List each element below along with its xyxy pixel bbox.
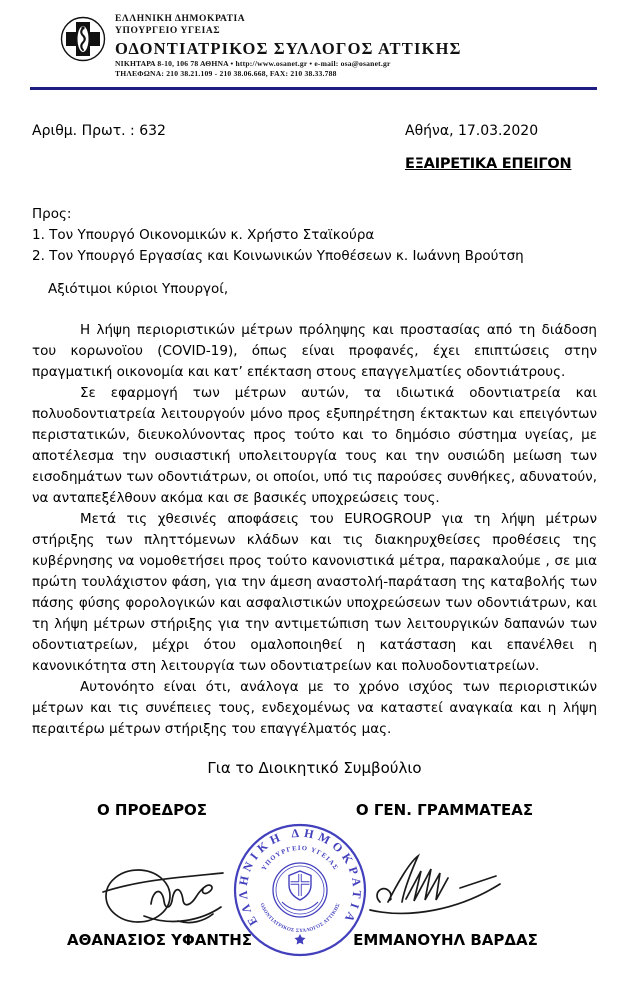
stamp-star-icon <box>295 934 306 945</box>
body-paragraph: Σε εφαρμογή των μέτρων αυτών, τα ιδιωτικά οδοντιατρεία και πολυοδοντιατρεία λειτουργούν μόνο προς εξυπηρέτηση έκτακτων και επειγόντων περιστατικών, διευκολύνοντας προς τούτο και το δημόσιο σύστημα υγείας, με αποτέλεσμα την ουσιαστική υπολειτουργία τους και την ουσιώδη μείωση των εισοδημάτων των οδοντιάτρων, οι οποίοι, υπό τις παρούσες συνθήκες, αδυνατούν, να ανταπεξέλθουν ακόμα και σε βασικές υποχρεώσεις τους. <box>32 385 597 506</box>
svg-text:ΥΠΟΥΡΓΕΙΟ ΥΓΕΙΑΣ <box>261 845 340 872</box>
recipient-item: 2. Τον Υπουργό Εργασίας και Κοινωνικών Υποθέσεων κ. Ιωάννη Βρούτση <box>32 248 524 264</box>
secretary-name: ΕΜΜΑΝΟΥΗΛ ΒΑΡΔΑΣ <box>353 931 538 949</box>
greek-coat-of-arms-icon <box>282 871 318 910</box>
board-line: Για το Διοικητικό Συμβούλιο <box>207 759 422 777</box>
protocol-number: Αριθμ. Πρωτ. : 632 <box>32 123 166 139</box>
letterhead-ministry: ΥΠΟΥΡΓΕΙΟ ΥΓΕΙΑΣ <box>115 25 221 36</box>
recipients-block <box>32 204 597 267</box>
president-name: ΑΘΑΝΑΣΙΟΣ ΥΦΑΝΤΗΣ <box>67 931 252 949</box>
stamp-outer-text: ΕΛΛΗΝΙΚΗ ΔΗΜΟΚΡΑΤΙΑ <box>235 825 365 929</box>
secretary-role-label: Ο ΓΕΝ. ΓΡΑΜΜΑΤΕΑΣ <box>355 801 534 819</box>
president-signature <box>94 848 239 942</box>
letterhead-phones: ΤΗΛΕΦΩΝΑ: 210 38.21.109 - 210 38.06.668, FAX: 210 38.33.788 <box>115 68 337 78</box>
recipients-label: Προς: <box>32 206 72 222</box>
salutation: Αξιότιμοι κύριοι Υπουργοί, <box>48 281 229 297</box>
dental-association-logo-icon <box>60 16 106 66</box>
header-divider <box>30 87 597 90</box>
urgency-label: ΕΞΑΙΡΕΤΙΚΑ ΕΠΕΙΓΟΝ <box>405 156 572 172</box>
letterhead-state: ΕΛΛΗΝΙΚΗ ΔΗΜΟΚΡΑΤΙΑ <box>115 14 246 24</box>
body-paragraph: Η λήψη περιοριστικών μέτρων πρόληψης και προστασίας από τη διάδοση του κορωνοϊου (COVID-19), όπως είναι προφανές, έχει επιπτώσεις στην πραγματική οικονομία και κατ’ επέκταση στους επαγγελματίες οδοντιάτρους. <box>32 322 597 380</box>
stamp-inner-top-text: ΥΠΟΥΡΓΕΙΟ ΥΓΕΙΑΣ <box>260 844 340 872</box>
place-date: Αθήνα, 17.03.2020 <box>405 123 539 139</box>
letterhead-address: ΝΙΚΗΤΑΡΑ 8-10, 106 78 ΑΘΗΝΑ • http://www.osanet.gr • e-mail: osa@osanet.gr <box>115 59 391 68</box>
secretary-signature <box>364 836 509 935</box>
body-paragraph: Μετά τις χθεσινές αποφάσεις του EUROGROUP για τη λήψη μέτρων στήριξης των πληττόμενων κλάδων και τις διακηρυχθείσες προθέσεις της κυβέρνησης να νομοθετήσει προς τούτο κανονιστικά μέτρα, παρακαλούμε , σε μια πρώτη τουλάχιστον φάση, για την άμεση αναστολή-παράταση της καταβολής των πάσης φύσης φορολογικών και ασφαλιστικών υποχρεώσεων των οδοντιάτρων, και τη λήψη μέτρων στήριξης για την αντιμετώπιση των λειτουργικών δαπανών των οδοντιατρείων, μέχρι ότου ομαλοποιηθεί η κατάσταση και επανέλθει η κανονικότητα στη λειτουργία των οδοντιατρείων και πολυοδοντιατρείων. <box>32 511 597 674</box>
meta-row <box>32 121 597 141</box>
letterhead-organization: ΟΔΟΝΤΙΑΤΡΙΚΟΣ ΣΥΛΛΟΓΟΣ ΑΤΤΙΚΗΣ <box>115 39 462 58</box>
president-role-label: Ο ΠΡΟΕΔΡΟΣ <box>96 801 208 819</box>
recipient-item: 1. Τον Υπουργό Οικονομικών κ. Χρήστο Σταϊκούρα <box>32 227 375 243</box>
body-paragraph: Αυτονόητο είναι ότι, ανάλογα με το χρόνο ισχύος των περιοριστικών μέτρων και τις συνέπειες τους, ενδεχομένως να καταστεί αναγκαία και η λήψη περαιτέρω μέτρων στήριξης του επαγγέλματός μας. <box>32 679 597 737</box>
body-paragraphs <box>32 320 597 740</box>
svg-text:ΟΔΟΝΤΙΑΤΡΙΚΟΣ ΣΥΛΛΟΓΟΣ ΑΤΤΙΚΗΣ <box>258 902 341 934</box>
letterhead-text <box>115 14 462 78</box>
letter-content <box>0 121 632 779</box>
stamp-inner-bottom-text: ΟΔΟΝΤΙΑΤΡΙΚΟΣ ΣΥΛΛΟΓΟΣ ΑΤΤΙΚΗΣ <box>258 902 342 935</box>
letterhead <box>0 0 632 78</box>
